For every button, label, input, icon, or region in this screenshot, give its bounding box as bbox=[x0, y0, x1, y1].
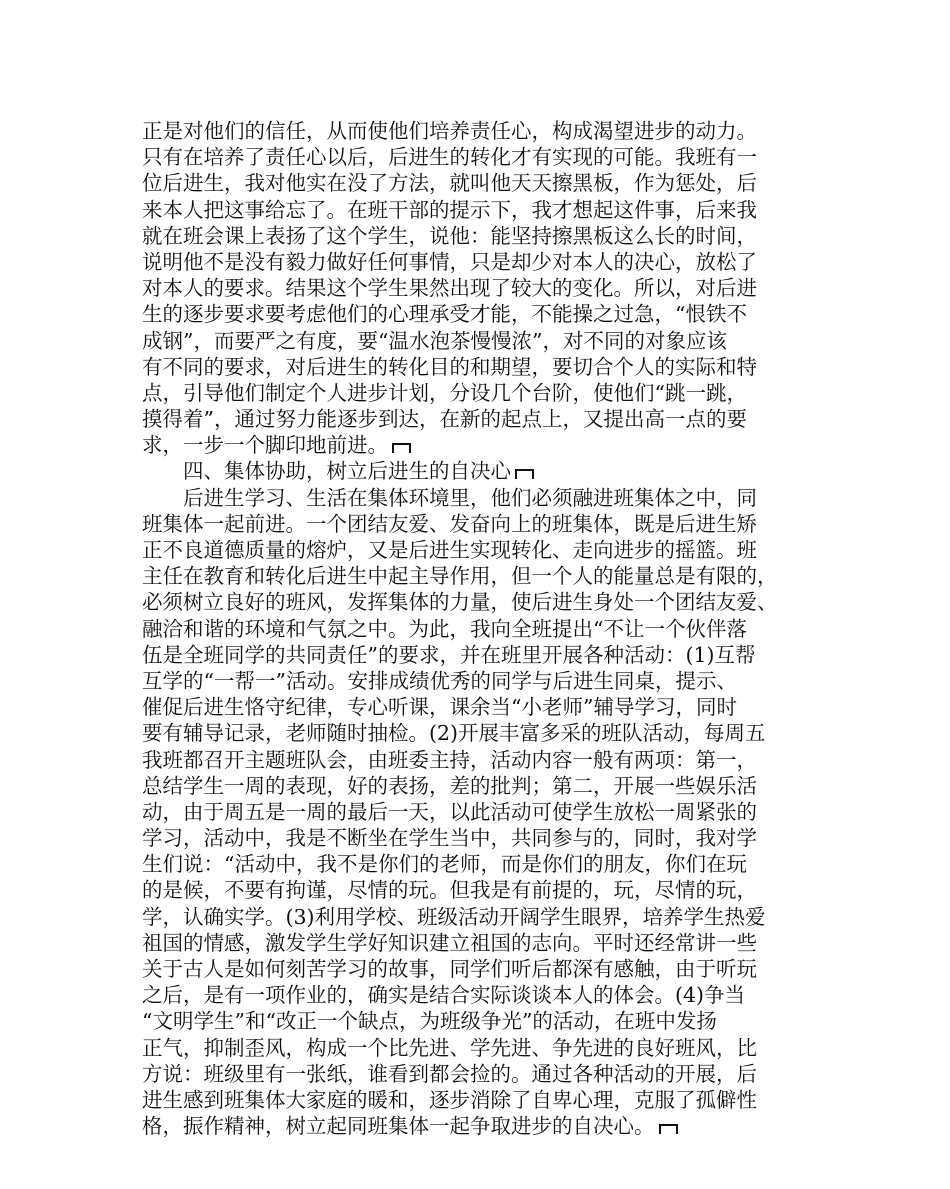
text-line: 正是对他们的信任，从而使他们培养责任心，构成渴望进步的动力。 bbox=[142, 119, 757, 143]
text-line: 融洽和谐的环境和气氛之中。为此，我向全班提出“不让一个伙伴落 bbox=[142, 616, 747, 641]
text-line: 来本人把这事给忘了。在班干部的提示下，我才想起这件事，后来我 bbox=[142, 197, 757, 222]
text-line: 正气，抑制歪风，构成一个比先进、学先进、争先进的良好班风，比 bbox=[142, 1035, 757, 1060]
text-line-content: 求，一步一个脚印地前进。 bbox=[142, 433, 388, 458]
text-line-content: 格，振作精神，树立起同班集体一起争取进步的自决心。 bbox=[142, 1114, 655, 1139]
text-line: 主任在教育和转化后进生中起主导作用，但一个人的能量总是有限的， bbox=[142, 564, 778, 589]
text-line-first: 后进生学习、生活在集体环境里，他们必须融进班集体之中，同 bbox=[183, 485, 757, 510]
paragraph-mark-icon bbox=[515, 469, 534, 479]
section-heading-text: 四、集体协助，树立后进生的自决心 bbox=[183, 459, 511, 484]
text-line: 方说：班级里有一张纸，谁看到都会捡的。通过各种活动的开展，后 bbox=[142, 1061, 757, 1086]
paragraph-mark-icon bbox=[392, 443, 411, 453]
document-page bbox=[142, 118, 802, 1139]
text-line: 生们说：“活动中，我不是你们的老师，而是你们的朋友，你们在玩 bbox=[142, 852, 747, 877]
text-line: 进生感到班集体大家庭的暖和，逐步消除了自卑心理，克服了孤僻性 bbox=[142, 1087, 757, 1112]
text-line: 要有辅导记录，老师随时抽检。(2)开展丰富多采的班队活动，每周五 bbox=[142, 721, 766, 746]
text-line: 就在班会课上表扬了这个学生，说他：能坚持擦黑板这么长的时间， bbox=[142, 223, 757, 248]
text-line: 伍是全班同学的共同责任”的要求，并在班里开展各种活动：(1)互帮 bbox=[142, 642, 756, 667]
text-line: “文明学生”和“改正一个缺点，为班级争光”的活动，在班中发扬 bbox=[142, 1009, 717, 1034]
text-line: 必须树立良好的班风，发挥集体的力量，使后进生身处一个团结友爱、 bbox=[142, 590, 778, 615]
text-line-last bbox=[142, 432, 802, 458]
text-line: 总结学生一周的表现，好的表扬，差的批判；第二，开展一些娱乐活 bbox=[142, 773, 757, 798]
paragraph-section-four bbox=[142, 485, 802, 1140]
text-line: 关于古人是如何刻苦学习的故事，同学们听后都深有感触，由于听玩 bbox=[142, 957, 757, 981]
section-heading bbox=[142, 458, 802, 484]
text-line: 互学的“一帮一”活动。安排成绩优秀的同学与后进生同桌，提示、 bbox=[142, 668, 737, 693]
text-line: 的是候，不要有拘谨，尽情的玩。但我是有前提的，玩，尽情的玩， bbox=[142, 878, 757, 903]
text-line: 催促后进生恪守纪律，专心听课，课余当“小老师”辅导学习，同时 bbox=[142, 695, 737, 720]
text-line-last bbox=[142, 1113, 802, 1139]
text-line: 生的逐步要求要考虑他们的心理承受才能，不能操之过急，“恨铁不 bbox=[142, 302, 747, 327]
text-line: 对本人的要求。结果这个学生果然出现了较大的变化。所以，对后进 bbox=[142, 276, 757, 301]
text-line: 只有在培养了责任心以后，后进生的转化才有实现的可能。我班有一 bbox=[142, 145, 757, 170]
text-line: 学，认确实学。(3)利用学校、班级活动开阔学生眼界，培养学生热爱 bbox=[142, 904, 766, 929]
text-line: 班集体一起前进。一个团结友爱、发奋向上的班集体，既是后进生矫 bbox=[142, 511, 757, 536]
text-line: 说明他不是没有毅力做好任何事情，只是却少对本人的决心，放松了 bbox=[142, 249, 757, 274]
text-line: 正不良道德质量的熔炉，又是后进生实现转化、走向进步的摇篮。班 bbox=[142, 538, 757, 562]
text-line: 动，由于周五是一周的最后一天，以此活动可使学生放松一周紧张的 bbox=[142, 799, 757, 824]
text-line: 有不同的要求，对后进生的转化目的和期望，要切合个人的实际和特 bbox=[142, 354, 757, 379]
text-line: 位后进生，我对他实在没了方法，就叫他天天擦黑板，作为惩处，后 bbox=[142, 171, 757, 196]
text-line: 我班都召开主题班队会，由班委主持，活动内容一般有两项：第一， bbox=[142, 747, 757, 772]
text-line: 学习，活动中，我是不断坐在学生当中，共同参与的，同时，我对学 bbox=[142, 826, 757, 851]
text-line: 成钢”，而要严之有度，要“温水泡茶慢慢浓”，对不同的对象应该 bbox=[142, 328, 727, 353]
text-line: 祖国的情感，激发学生学好知识建立祖国的志向。平时还经常讲一些 bbox=[142, 930, 757, 955]
paragraph-mark-icon bbox=[659, 1124, 678, 1134]
text-line: 摸得着”，通过努力能逐步到达，在新的起点上，又提出高一点的要 bbox=[142, 407, 747, 432]
text-line: 点，引导他们制定个人进步计划，分设几个台阶，使他们“跳一跳， bbox=[142, 380, 747, 405]
text-line: 之后，是有一项作业的，确实是结合实际谈谈本人的体会。(4)争当 bbox=[142, 983, 746, 1008]
paragraph-continuation bbox=[142, 118, 802, 458]
